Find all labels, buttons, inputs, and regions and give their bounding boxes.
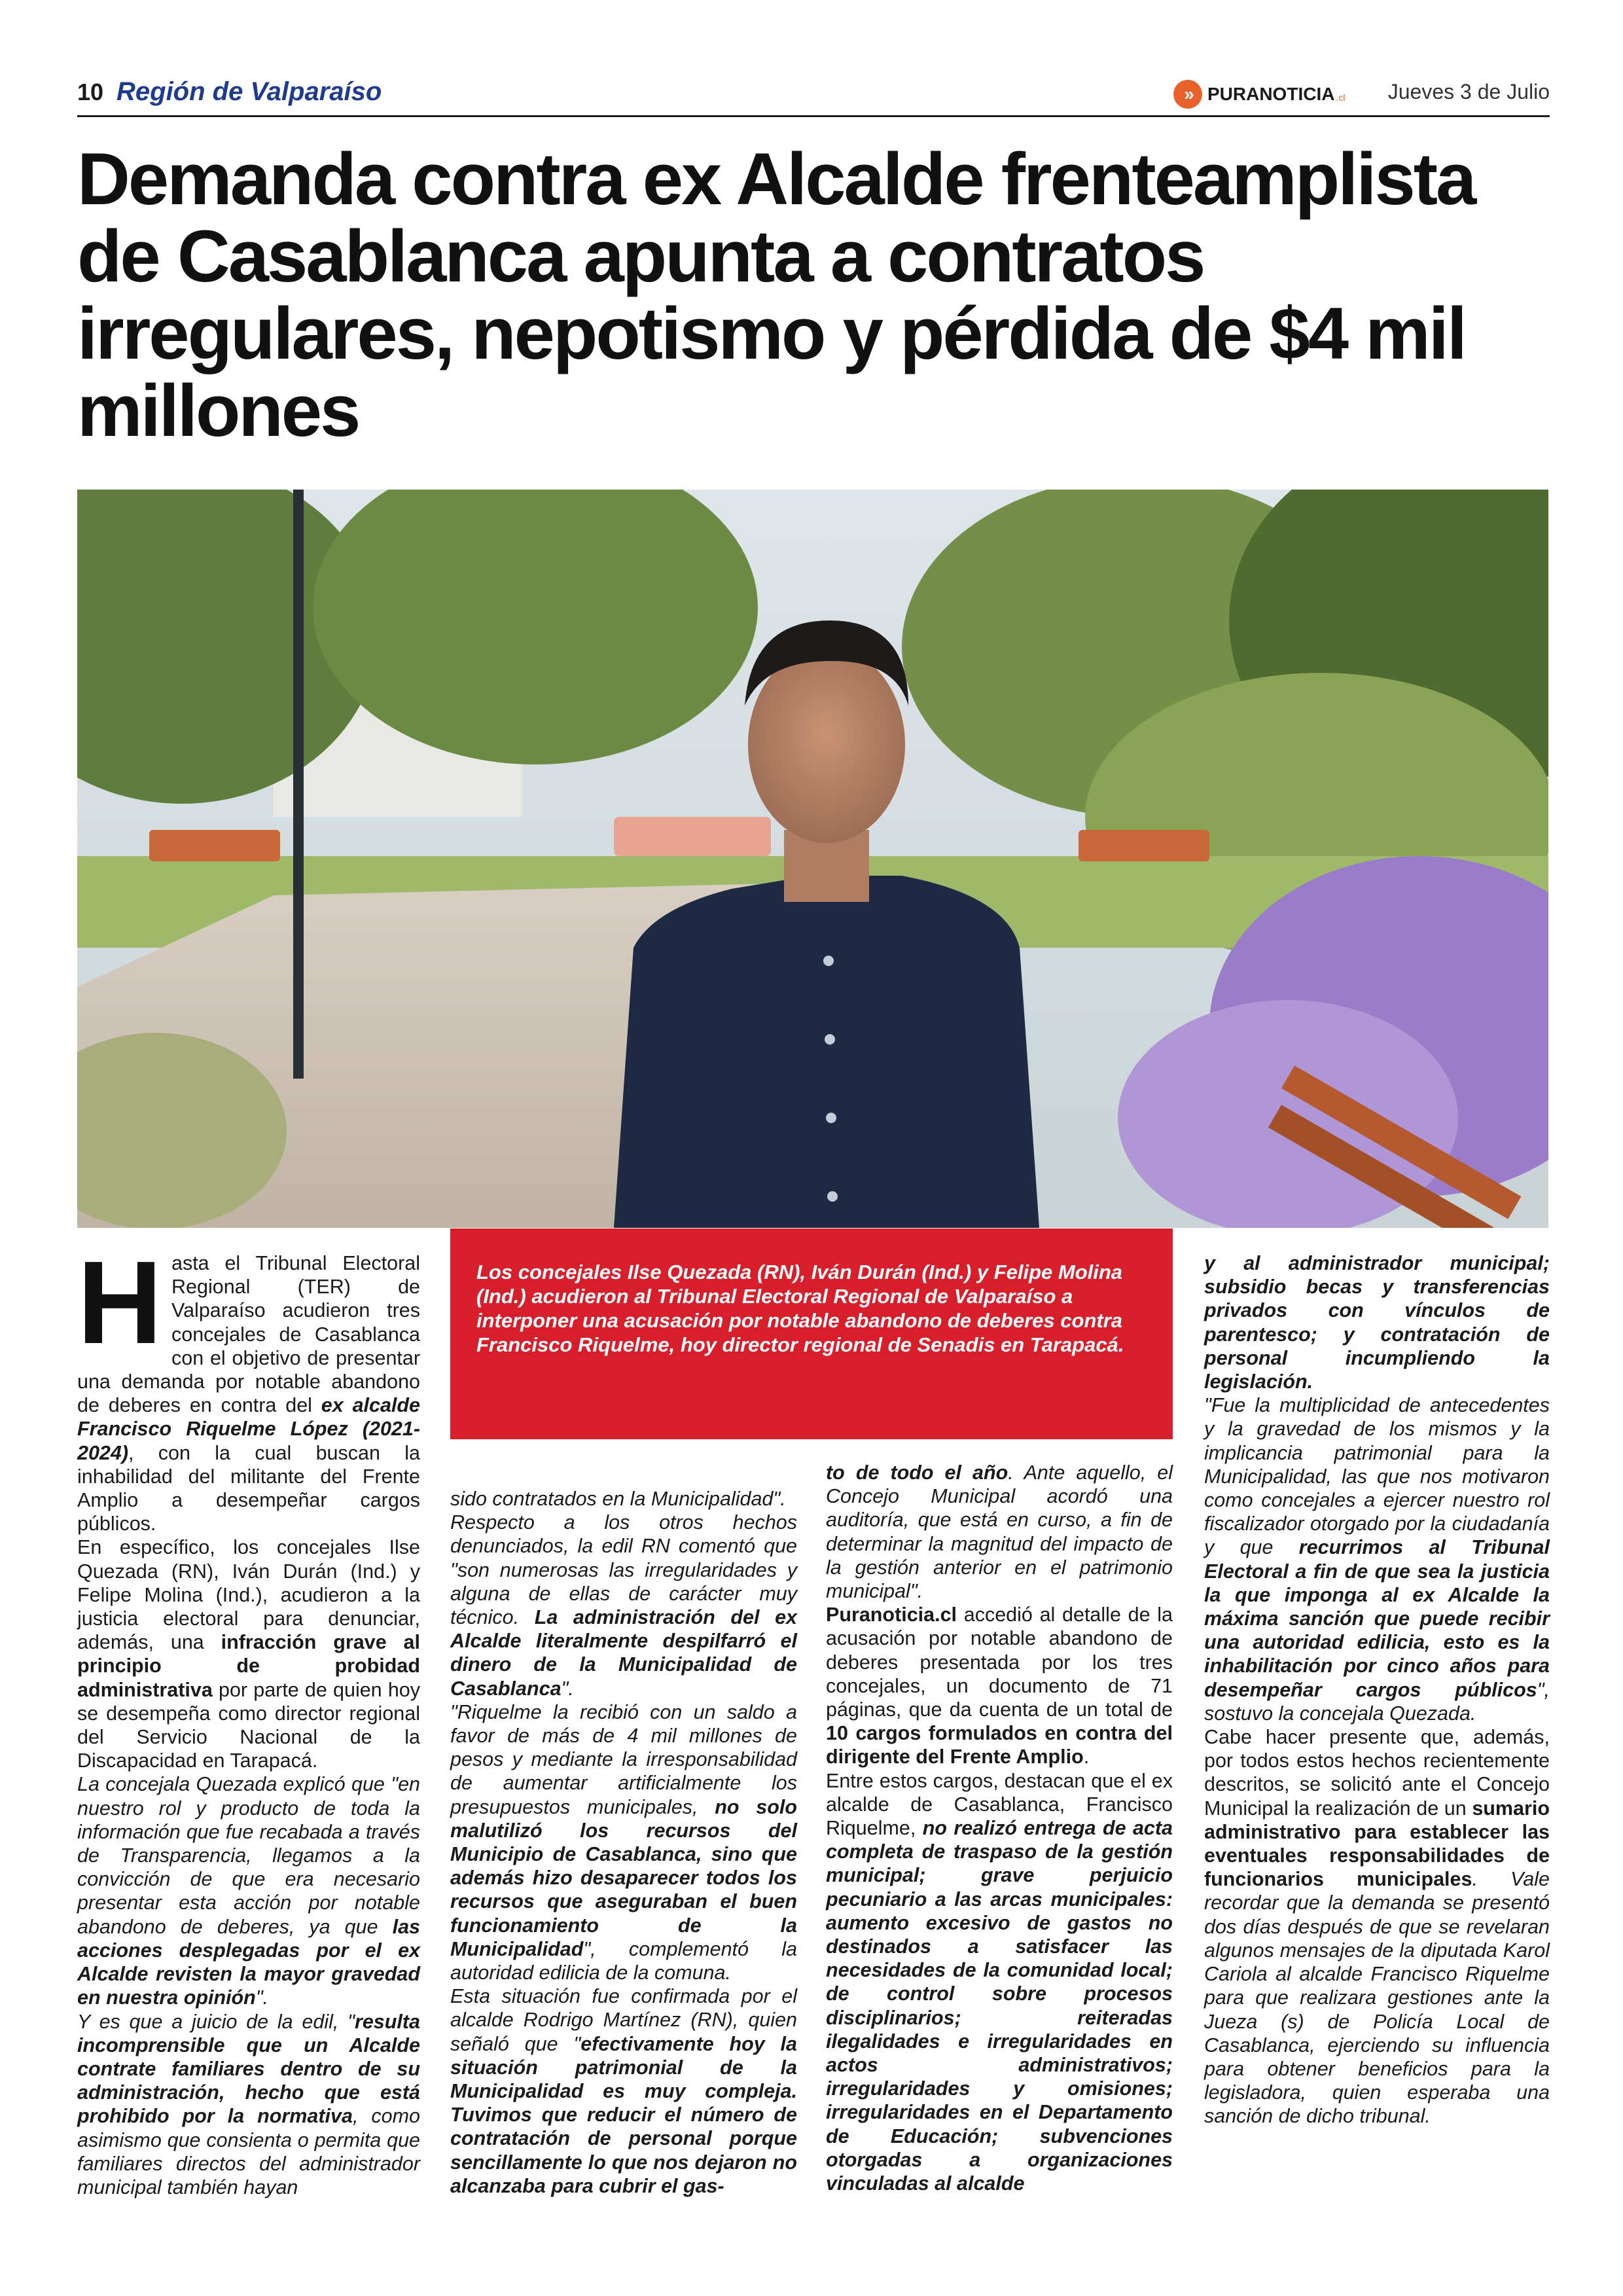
- paragraph: Respecto a los otros hechos denunciados, la edil RN comentó que "son numerosas las irregularidades y alguna de ellas de carácter muy técnico. La administración del ex Alcalde literalmente despilfarró el dinero de la Municipalidad de Casablanca".: [450, 1511, 797, 1700]
- paragraph: Cabe hacer presente que, además, por todos estos hechos recientemente descritos, se solicitó ante el Concejo Municipal la realización de un sumario administrativo para establecer las eventuales responsabilidades de funcionarios municipales. Vale recordar que la demanda se presentó dos días después de que se revelaran algunos mensajes de la diputada Karol Cariola al alcalde Francisco Riquelme para que realizara gestiones ante la Jueza (s) de Policía Local de Casablanca, ejerciendo su influencia para obtener beneficios para la legisladora, quien esperaba una sanción de dicho tribunal.: [1204, 1726, 1550, 2128]
- article-photo: [77, 490, 1548, 1228]
- photo-caption-box: [450, 1229, 1173, 1439]
- photo-caption: Los concejales Ilse Quezada (RN), Iván Durán (Ind.) y Felipe Molina (Ind.) acudieron al Tribunal Electoral Regional de Valparaíso a interponer una acusación por notable abandono de deberes contra Francisco Riquelme, hoy director regional de Senadis en Tarapacá.: [476, 1261, 1124, 1356]
- paragraph: "Fue la multiplicidad de antecedentes y la gravedad de los mismos y la implicancia patrimonial para la Municipalidad, las que nos motivaron como concejales a ejercer nuestro rol fiscalizador otorgado por la ciudadanía y que recurrimos al Tribunal Electoral a fin de que sea la justicia la que imponga al ex Alcalde la máxima sanción que puede recibir una autoridad edilicia, esto es la inhabilitación por cinco años para desempeñar cargos públicos", sostuvo la concejala Quezada.: [1204, 1394, 1550, 1725]
- paragraph: "Riquelme la recibió con un saldo a favor de más de 4 mil millones de pesos y mediante la irresponsabilidad de aumentar artificialmente los presupuestos municipales, no solo malutilizó los recursos del Municipio de Casablanca, sino que además hizo desaparecer todos los recursos que aseguraban el buen funcionamiento de la Municipalidad", complementó la autoridad edilicia de la comuna.: [450, 1700, 798, 1984]
- logo-text: PURANOTICIA: [1207, 84, 1335, 104]
- logo-arrows-icon: »: [1173, 80, 1202, 109]
- page-number: 10: [77, 79, 104, 105]
- article-column-2: [450, 1487, 797, 2198]
- puranoticia-logo[interactable]: [1173, 80, 1345, 109]
- page-header: [77, 77, 1550, 117]
- paragraph: to de todo el año. Ante aquello, el Concejo Municipal acordó una auditoría, que está en curso, a fin de determinar la magnitud del impacto de la gestión anterior en el patrimonio municipal".: [826, 1462, 1173, 1603]
- section-title: Región de Valparaíso: [116, 77, 382, 106]
- paragraph: La concejala Quezada explicó que "en nuestro rol y producto de toda la información que fue recabada a través de Transparencia, llegamos a la convicción de que era necesario presentar esta acción por notable abandono de deberes, ya que las acciones desplegadas por el ex Alcalde revisten la mayor gravedad en nuestra opinión".: [77, 1773, 420, 2009]
- article-column-4: [1204, 1251, 1550, 2128]
- paragraph: Y es que a juicio de la edil, "resulta incomprensible que un Alcalde contrate familiares dentro de su administración, hecho que está prohibido por la normativa, como asimismo que consienta o permita que familiares directos del administrador municipal también hayan: [77, 2010, 421, 2198]
- drop-cap: H: [77, 1237, 162, 1369]
- article-headline: Demanda contra ex Alcalde frenteamplista de Casablanca apunta a contratos irregulares, nepotismo y pérdida de $4 mil millones: [77, 138, 1475, 452]
- paragraph: y al administrador municipal; subsidio becas y transferencias privados con vínculos de parentesco; y contratación de personal incumpliendo la legislación.: [1204, 1252, 1550, 1393]
- paragraph: sido contratados en la Municipalidad".: [450, 1488, 786, 1510]
- paragraph: En específico, los concejales Ilse Quezada (RN), Iván Durán (Ind.) y Felipe Molina (Ind.), acudieron a la justicia electoral para denunciar, además, una infracción grave al principio de probidad administrativa por parte de quien hoy se desempeña como director regional del Servicio Nacional de la Discapacidad en Tarapacá.: [77, 1536, 420, 1772]
- paragraph: Esta situación fue confirmada por el alcalde Rodrigo Martínez (RN), quien señaló que "efectivamente hoy la situación patrimonial de la Municipalidad es muy compleja. Tuvimos que reducir el número de contratación de personal porque sencillamente lo que nos dejaron no alcanzaba para cubrir el gas-: [450, 1985, 797, 2197]
- paragraph: Entre estos cargos, destacan que el ex alcalde de Casablanca, Francisco Riquelme, no realizó entrega de acta completa de traspaso de la gestión municipal; grave perjuicio pecuniario a las arcas municipales: aumento excesivo de gastos no destinados a satisfacer las necesidades de la comunidad local; de control sobre procesos disciplinarios; reiteradas ilegalidades e irregularidades en actos administrativos; irregularidades y omisiones; irregularidades en el Departamento de Educación; subvenciones otorgadas a organizaciones vinculadas al alcalde: [826, 1769, 1173, 2195]
- article-column-1: [77, 1237, 421, 2199]
- issue-date: Jueves 3 de Julio: [1387, 80, 1550, 103]
- paragraph: asta el Tribunal Electoral Regional (TER) de Valparaíso acudieron tres concejales de Casablanca con el objetivo de presentar una demanda por notable abandono de deberes en contra del ex alcalde Francisco Riquelme López (2021-2024), con la cual buscan la inhabilidad del militante del Frente Amplio a desempeñar cargos públicos.: [77, 1252, 420, 1535]
- logo-tld: .cl: [1336, 92, 1346, 103]
- article-column-3: [826, 1461, 1173, 2195]
- paragraph: Puranoticia.cl accedió al detalle de la acusación por notable abandono de deberes presentada por los tres concejales, un documento de 71 páginas, que da cuenta de un total de 10 cargos formulados en contra del dirigente del Frente Amplio.: [826, 1604, 1173, 1768]
